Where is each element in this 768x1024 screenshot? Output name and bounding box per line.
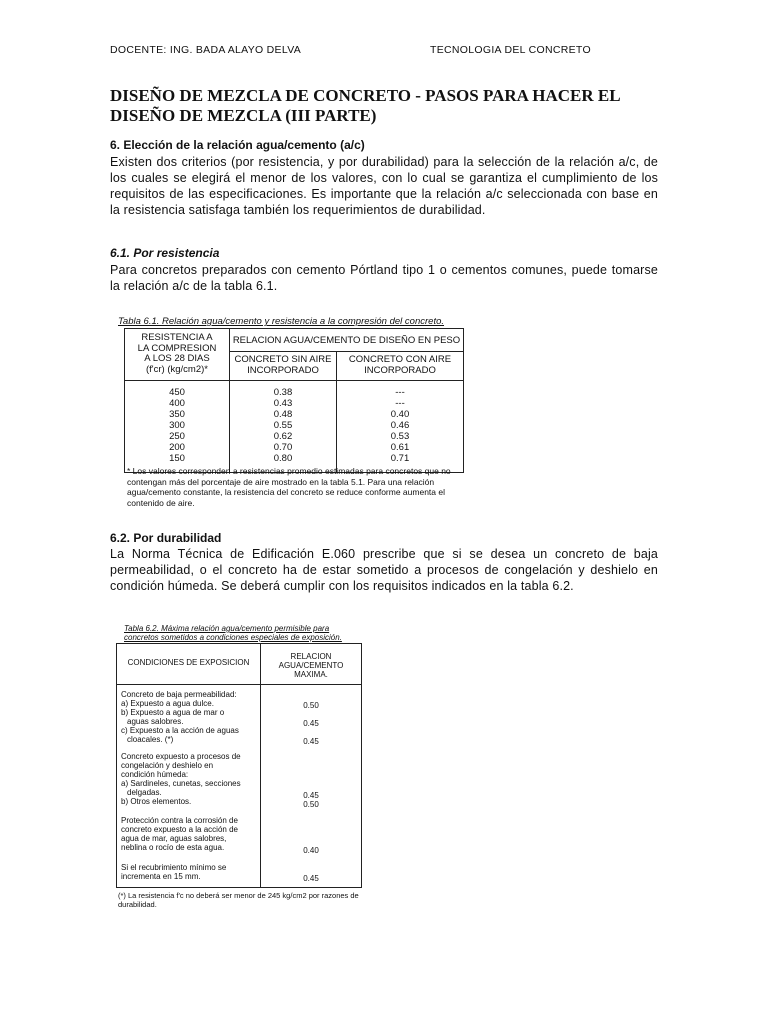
list-item: concreto expuesto a la acción de [121,825,238,834]
table-6-2-ratio-header: RELACION AGUA/CEMENTO MAXIMA. [278,652,344,679]
list-item: neblina o rocío de esta agua. [121,843,225,852]
list-item: congelación y deshielo en [121,761,214,770]
list-item: incrementa en 15 mm. [121,872,201,881]
table-6-2-value: 0.45 [303,791,319,800]
table-6-1-air-header: CONCRETO CON AIRE INCORPORADO [337,352,464,381]
table-6-1-no-air-header: CONCRETO SIN AIRE INCORPORADO [230,352,337,381]
list-item: cloacales. (*) [127,735,174,744]
table-6-2 [116,643,362,888]
table-6-2-value: 0.40 [303,846,319,855]
table-6-2-value: 0.50 [303,800,319,809]
section-6-2-heading: 6.2. Por durabilidad [110,531,222,545]
document-title: DISEÑO DE MEZCLA DE CONCRETO - PASOS PARA HACER EL DISEÑO DE MEZCLA (III PARTE) [110,86,620,125]
list-item: Protección contra la corrosión de [121,816,238,825]
list-item: aguas salobres. [127,717,184,726]
table-row: 350 0.48 0.40 [125,409,464,420]
section-6-text: Existen dos criterios (por resistencia, y por durabilidad) para la selección de la relación a/c, de los cuales se elegirá el menor de los valores, con lo cual se garantiza el cumplimiento de los requisitos de las especificaciones. Es importante que la relación a/c seleccionada con base en la resistencia satisfaga también los requerimientos de durabilidad. [110,155,658,217]
table-divider [260,644,261,887]
list-item: agua de mar, aguas salobres, [121,834,227,843]
section-6-1-text: Para concretos preparados con cemento Pórtland tipo 1 o cementos comunes, puede tomarse la relación a/c de la tabla 6.1. [110,263,658,293]
header-teacher: DOCENTE: ING. BADA ALAYO DELVA [110,44,302,56]
table-6-1-group-header: RELACION AGUA/CEMENTO DE DISEÑO EN PESO [230,329,464,352]
list-item: a) Expuesto a agua dulce. [121,699,214,708]
section-6-heading: 6. Elección de la relación agua/cemento (a/c) [110,138,365,152]
table-6-1-caption: Tabla 6.1. Relación agua/cemento y resistencia a la compresión del concreto. [118,316,445,327]
list-item: a) Sardineles, cunetas, secciones [121,779,241,788]
section-6-1-heading: 6.1. Por resistencia [110,246,220,260]
list-item: Si el recubrimiento mínimo se [121,863,227,872]
page-header [110,44,658,58]
section-6-2-text: La Norma Técnica de Edificación E.060 prescribe que si se desea un concreto de baja permeabilidad, o el concreto ha de estar sometido a procesos de congelación y deshielo en condición húmeda. Se deberá cumplir con los requisitos indicados en la tabla 6.2. [110,547,658,593]
table-6-2-note: (*) La resistencia f'c no deberá ser menor de 245 kg/cm2 por razones de durabilidad. [118,891,359,909]
table-row: 250 0.62 0.53 [125,431,464,442]
table-row: 150 0.80 0.71 [125,453,464,473]
table-6-1-resistance-header: RESISTENCIA A LA COMPRESION A LOS 28 DIAS (f'cr) (kg/cm2)* [125,329,230,381]
list-item: condición húmeda: [121,770,189,779]
table-row: 300 0.55 0.46 [125,420,464,431]
table-6-2-value: 0.45 [303,737,319,746]
table-divider [117,684,361,685]
table-row: 450 0.38 --- [125,381,464,399]
header-course: TECNOLOGIA DEL CONCRETO [430,44,591,56]
table-row: 200 0.70 0.61 [125,442,464,453]
table-6-1 [124,328,464,473]
list-item: Concreto de baja permeabilidad: [121,690,237,699]
table-6-2-value: 0.45 [303,874,319,883]
table-6-1-note: * Los valores corresponden a resistencias promedio estimadas para concretos que no contengan más del porcentaje de aire mostrado en la tabla 5.1. Para una relación agua/cemento constante, la resistencia del concreto se reduce conforme aumenta el contenido de aire. [127,466,451,508]
table-row: 400 0.43 --- [125,398,464,409]
list-item: delgadas. [127,788,162,797]
list-item: b) Expuesto a agua de mar o [121,708,225,717]
table-6-2-caption: Tabla 6.2. Máxima relación agua/cemento permisible para concretos sometidos a condiciones especiales de exposición. [124,624,342,642]
table-6-2-conditions-header: CONDICIONES DE EXPOSICION [127,658,250,667]
table-6-2-value: 0.45 [303,719,319,728]
list-item: Concreto expuesto a procesos de [121,752,241,761]
list-item: b) Otros elementos. [121,797,192,806]
table-6-2-value: 0.50 [303,701,319,710]
list-item: c) Expuesto a la acción de aguas [121,726,239,735]
